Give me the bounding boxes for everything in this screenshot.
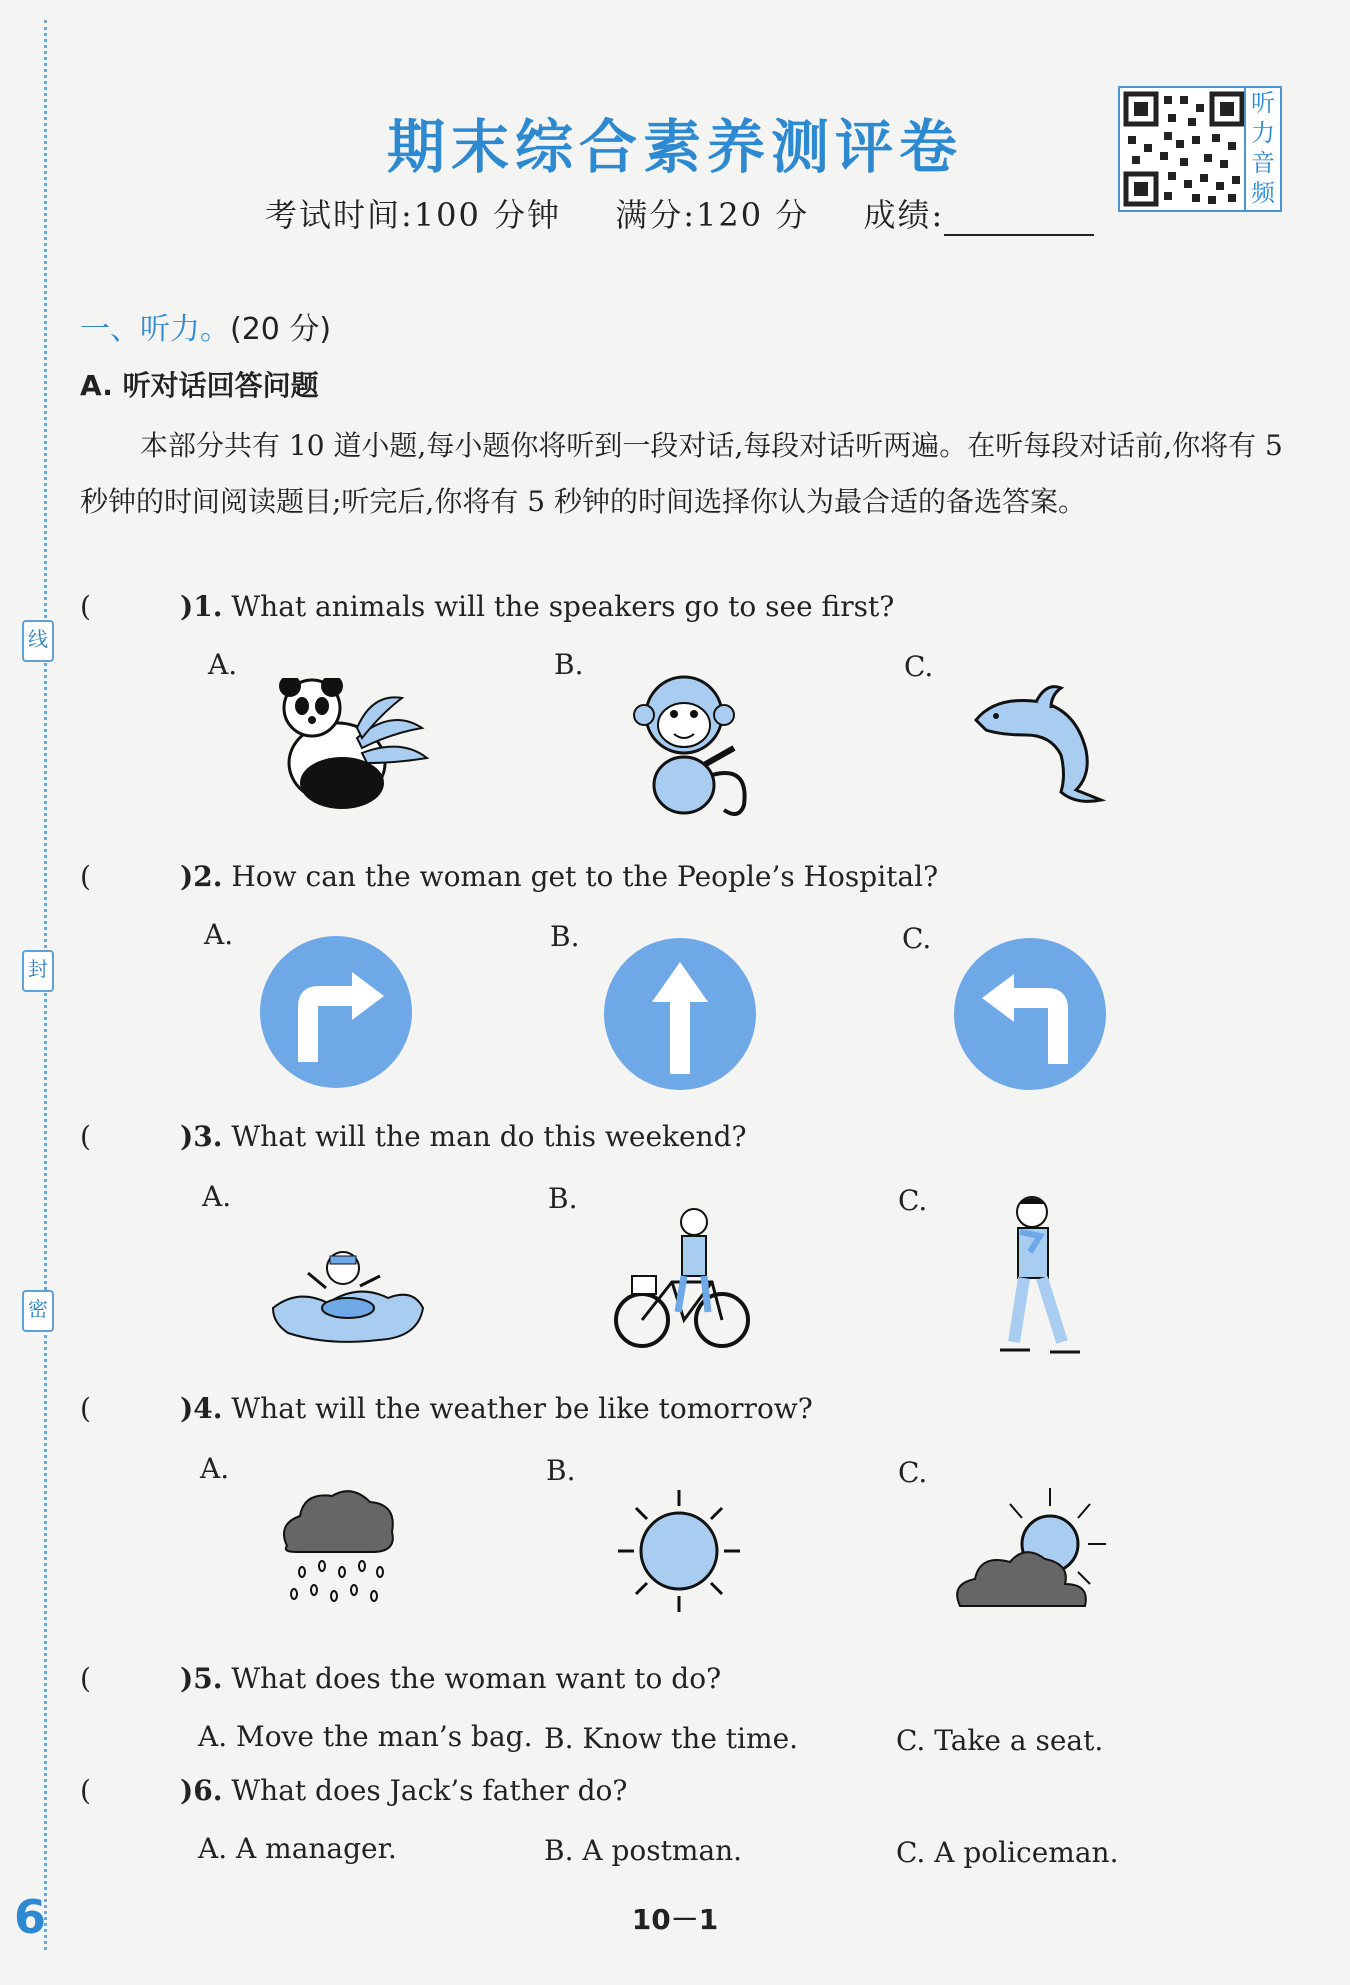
answer-blank[interactable]: (	[80, 1120, 91, 1153]
question-text: How can the woman get to the People’s Hospital?	[231, 860, 939, 893]
skating-icon	[990, 1192, 1090, 1372]
answer-blank[interactable]: (	[80, 1392, 91, 1425]
cycling-icon	[612, 1202, 752, 1352]
answer-blank[interactable]: (	[80, 1774, 91, 1807]
exam-full-score: 满分:120 分	[615, 196, 810, 234]
swimming-icon	[268, 1228, 428, 1348]
corner-mark: 6	[14, 1890, 47, 1944]
question-text: What animals will the speakers go to see first?	[231, 590, 895, 623]
part-a-instructions: 本部分共有 10 道小题,每小题你将听到一段对话,每段对话听两遍。在听每段对话前,你将有 5 秒钟的时间阅读题目;听完后,你将有 5 秒钟的时间选择你认为最合适的备选答案。	[80, 429, 1283, 518]
question-number: )4.	[180, 1392, 223, 1425]
turn-left-sign-icon	[952, 936, 1108, 1092]
part-a-heading: A. 听对话回答问题	[80, 369, 319, 402]
question-number: )2.	[180, 860, 223, 893]
answer-blank[interactable]: (	[80, 1662, 91, 1695]
question-5	[80, 1662, 721, 1695]
option-text[interactable]: A. A manager.	[198, 1832, 397, 1865]
section-heading	[80, 304, 331, 348]
option-label[interactable]: B.	[554, 648, 584, 681]
option-label[interactable]: A.	[208, 648, 238, 681]
option-label[interactable]: A.	[204, 918, 234, 951]
option-text[interactable]: C. Take a seat.	[896, 1724, 1104, 1757]
monkey-icon	[624, 670, 764, 830]
question-4	[80, 1392, 813, 1425]
qr-label: 听力音频	[1244, 86, 1282, 212]
answer-blank[interactable]: (	[80, 860, 91, 893]
dolphin-icon	[966, 680, 1116, 810]
question-number: )6.	[180, 1774, 223, 1807]
exam-time: 考试时间:100 分钟	[265, 196, 562, 234]
question-text: What does Jack’s father do?	[231, 1774, 628, 1807]
option-label[interactable]: B.	[548, 1182, 578, 1215]
sun-icon	[614, 1486, 744, 1616]
rain-icon	[272, 1484, 402, 1614]
panda-icon	[262, 678, 432, 818]
question-1	[80, 590, 894, 623]
question-text: What does the woman want to do?	[231, 1662, 722, 1695]
option-label[interactable]: B.	[550, 920, 580, 953]
option-label[interactable]: A.	[200, 1452, 230, 1485]
go-straight-sign-icon	[602, 936, 758, 1092]
option-label[interactable]: C.	[898, 1184, 928, 1217]
question-6	[80, 1774, 627, 1807]
page-title: 期末综合素养测评卷	[386, 113, 963, 181]
section-title: 一、听力。	[80, 312, 230, 347]
score-label: 成绩:	[863, 196, 945, 234]
turn-right-sign-icon	[258, 934, 414, 1090]
section-points: (20 分)	[230, 312, 332, 347]
option-text[interactable]: C. A policeman.	[896, 1836, 1119, 1869]
cloudy-sun-icon	[950, 1484, 1120, 1624]
question-text: What will the weather be like tomorrow?	[231, 1392, 813, 1425]
answer-blank[interactable]: (	[80, 590, 91, 623]
question-2	[80, 860, 938, 893]
question-3	[80, 1120, 747, 1153]
question-number: )3.	[180, 1120, 223, 1153]
option-label[interactable]: A.	[202, 1180, 232, 1213]
binding-tag-line: 线	[22, 620, 54, 662]
option-label[interactable]: C.	[902, 922, 932, 955]
page-number: 10－1	[631, 1903, 719, 1936]
option-label[interactable]: B.	[546, 1454, 576, 1487]
question-text: What will the man do this weekend?	[231, 1120, 747, 1153]
qr-code-icon[interactable]	[1118, 86, 1250, 212]
option-label[interactable]: C.	[904, 650, 934, 683]
option-text[interactable]: B. A postman.	[544, 1834, 743, 1867]
question-number: )5.	[180, 1662, 223, 1695]
binding-tag-secret: 密	[22, 1290, 54, 1332]
score-blank[interactable]	[944, 200, 1094, 236]
option-text[interactable]: A. Move the man’s bag.	[198, 1720, 533, 1753]
exam-info	[265, 190, 1094, 236]
question-number: )1.	[180, 590, 223, 623]
option-label[interactable]: C.	[898, 1456, 928, 1489]
binding-tag-seal: 封	[22, 950, 54, 992]
option-text[interactable]: B. Know the time.	[544, 1722, 799, 1755]
